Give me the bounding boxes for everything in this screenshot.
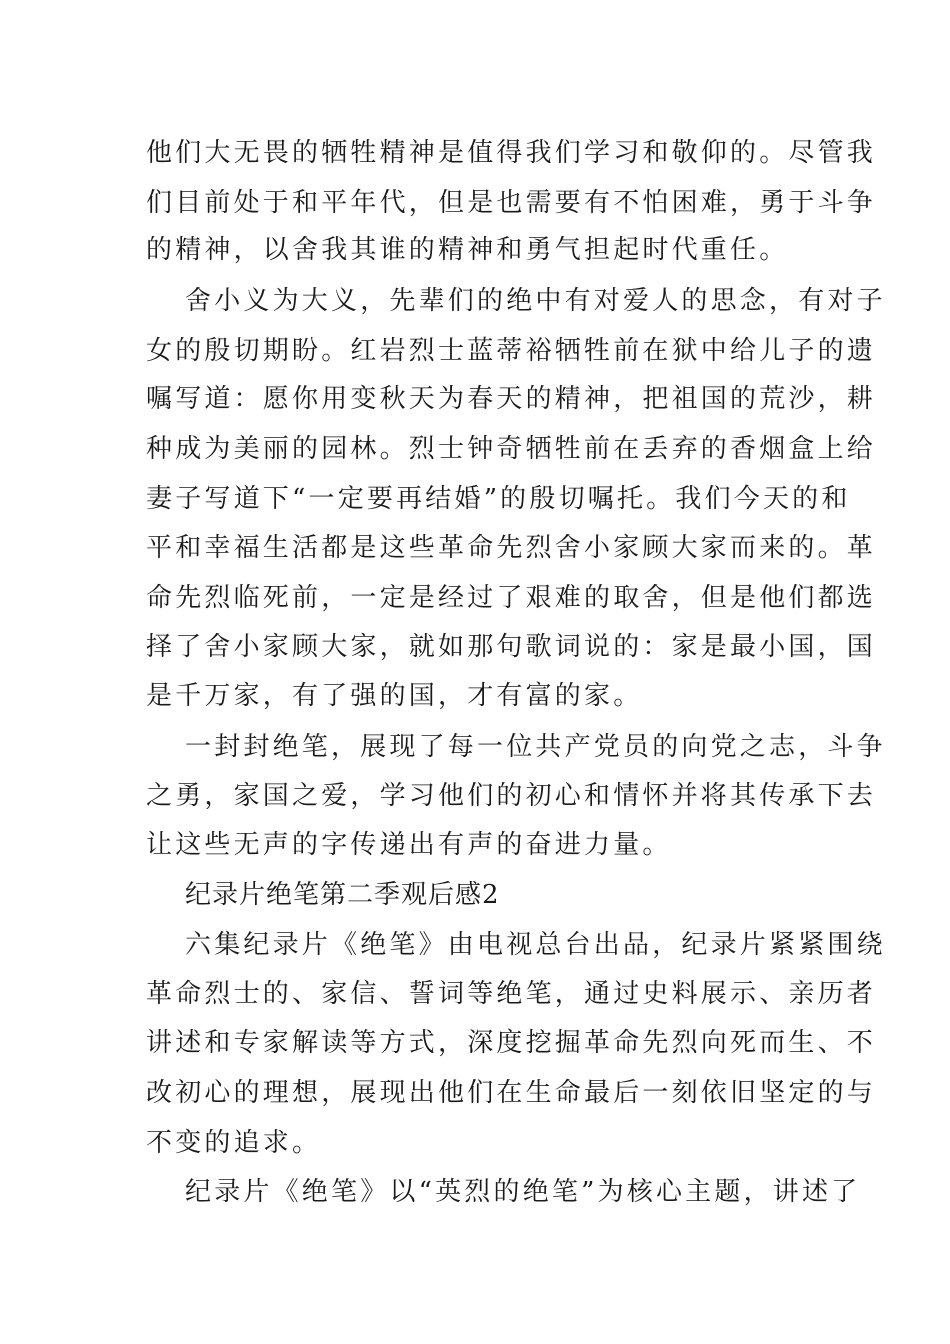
text-line: 是千万家，有了强的国，才有富的家。 [146, 681, 643, 711]
text-line: 命先烈临死前，一定是经过了艰难的取舍，但是他们都选 [146, 583, 877, 613]
paragraph-first-line: 一封封绝笔，展现了每一位共产党员的向党之志，斗争 [185, 732, 886, 762]
paragraph-first-line: 舍小义为大义，先辈们的绝中有对爱人的思念，有对子 [185, 286, 886, 316]
text-line: 的精神，以舍我其谁的精神和勇气担起时代重任。 [146, 235, 789, 265]
text-line: 择了舍小家顾大家，就如那句歌词说的：家是最小国，国 [146, 632, 877, 662]
paragraph-first-line: 纪录片《绝笔》以“英烈的绝笔”为核心主题，讲述了 [185, 1177, 861, 1207]
text-line: 不变的追求。 [146, 1128, 322, 1158]
section-heading: 纪录片绝笔第二季观后感2 [185, 880, 500, 910]
text-line: 之勇，家国之爱，学习他们的初心和情怀并将其传承下去 [146, 781, 877, 811]
paragraph-first-line: 六集纪录片《绝笔》由电视总台出品，纪录片紧紧围绕 [185, 930, 886, 960]
text-line: 革命烈士的、家信、誓词等绝笔，通过史料展示、亲历者 [146, 979, 877, 1009]
text-line: 嘱写道：愿你用变秋天为春天的精神，把祖国的荒沙，耕 [146, 384, 877, 414]
text-line: 让这些无声的字传递出有声的奋进力量。 [146, 830, 672, 860]
text-line: 他们大无畏的牺牲精神是值得我们学习和敬仰的。尽管我 [146, 138, 877, 168]
text-line: 女的殷切期盼。红岩烈士蓝蒂裕牺牲前在狱中给儿子的遗 [146, 336, 877, 366]
text-line: 们目前处于和平年代，但是也需要有不怕困难，勇于斗争 [146, 188, 877, 218]
text-line: 讲述和专家解读等方式，深度挖掘革命先烈向死而生、不 [146, 1028, 877, 1058]
text-line: 改初心的理想，展现出他们在生命最后一刻依旧坚定的与 [146, 1078, 877, 1108]
text-line: 平和幸福生活都是这些革命先烈舍小家顾大家而来的。革 [146, 533, 877, 563]
text-line: 妻子写道下“一定要再结婚”的殷切嘱托。我们今天的和 [146, 484, 851, 514]
text-line: 种成为美丽的园林。烈士钟奇牺牲前在丢弃的香烟盒上给 [146, 434, 877, 464]
